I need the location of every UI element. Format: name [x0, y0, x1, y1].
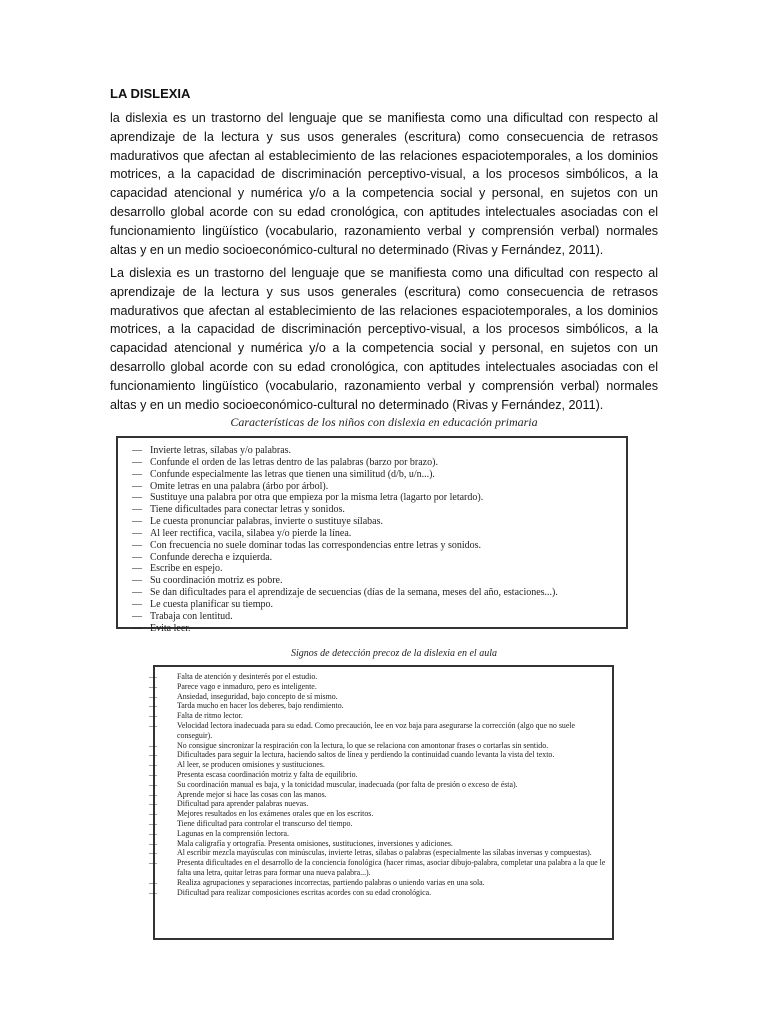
list-item-text: Se dan dificultades para el aprendizaje de secuencias (días de la semana, meses del año, estaciones...). — [150, 587, 558, 599]
paragraph-definition-2: La dislexia es un trastorno del lenguaje que se manifiesta como una dificultad con respecto al aprendizaje de la lectura y sus usos generales (escritura) como consecuencia de retrasos madurativos que afectan al establecimiento de las relaciones espaciotemporales, a los dominios motrices, a la capacidad de discriminación perceptivo-visual, a los procesos simbólicos, a la capacidad atencional y numérica y/o a la competencia social y personal, en sujetos con un desarrollo global acorde con su edad cronológica, con aptitudes intelectuales asociadas con el funcionamiento lingüístico (vocabulario, razonamiento verbal y comprensión verbal) normales altas y en un medio socioeconómico-cultural no determinado (Rivas y Fernández, 2011). — [110, 266, 658, 412]
list-item-text: Al leer, se producen omisiones y sustituciones. — [177, 760, 325, 770]
list-item-text: Le cuesta pronunciar palabras, invierte o sustituye sílabas. — [150, 516, 383, 528]
list-item — [149, 681, 612, 692]
list-item — [132, 469, 626, 481]
dash-bullet: — — [149, 701, 157, 711]
list-item — [149, 789, 612, 800]
dash-bullet: — — [132, 456, 142, 468]
dash-bullet: — — [149, 848, 157, 858]
list-item — [149, 760, 612, 770]
list-item-text: Aprende mejor si hace las cosas con las manos. — [177, 789, 327, 799]
list-item — [132, 552, 626, 564]
list-item — [132, 481, 626, 493]
list-item — [132, 575, 626, 587]
list-item-text: No consigue sincronizar la respiración con la lectura, lo que se relaciona con amontonar frases o cortarlas sin sentido. — [177, 740, 549, 750]
list-item — [149, 848, 612, 858]
list-item — [149, 720, 612, 741]
list-item-text: Dificultad para aprender palabras nuevas. — [177, 799, 309, 809]
list-item-text: Tarda mucho en hacer los deberes, bajo rendimiento. — [177, 701, 344, 711]
dash-bullet: — — [132, 445, 142, 456]
dash-bullet: — — [132, 563, 142, 575]
list-item — [149, 809, 612, 819]
list-item-text: Confunde especialmente las letras que tienen una similitud (d/b, u/n...). — [150, 468, 435, 480]
list-item — [149, 750, 612, 760]
list-item-text: Realiza agrupaciones y separaciones incorrectas, partiendo palabras o uniendo varias en una sola. — [177, 877, 485, 887]
list-item — [132, 611, 626, 623]
list-item — [132, 587, 626, 599]
dash-bullet: — — [132, 551, 142, 563]
dash-bullet: — — [149, 799, 157, 809]
list-item — [132, 445, 626, 457]
list-item-text: Su coordinación manual es baja, y la tonicidad muscular, inadecuada (por falta de presión o exceso de ésta). — [177, 779, 518, 789]
list-item-text: Con frecuencia no suele dominar todas las correspondencias entre letras y sonidos. — [150, 539, 482, 551]
list-item-text: Dificultad para realizar composiciones escritas acordes con su edad cronológica. — [177, 887, 432, 897]
list-item — [132, 457, 626, 469]
list-item — [149, 799, 612, 809]
list-item — [149, 691, 612, 702]
dash-bullet: — — [149, 681, 157, 691]
list-item — [149, 779, 612, 790]
dash-bullet: — — [132, 598, 142, 610]
list-item-text: Confunde el orden de las letras dentro de las palabras (barzo por brazo). — [150, 456, 438, 468]
dash-bullet: — — [149, 672, 157, 681]
dash-bullet: — — [149, 720, 157, 730]
list-item-text: Trabaja con lentitud. — [150, 610, 233, 622]
list-item-text: Velocidad lectora inadecuada para su edad. Como precaución, lee en voz baja para asegurarse la corrección (algo que no suele conseguir). — [177, 720, 576, 740]
list-item — [132, 504, 626, 516]
dash-bullet: — — [149, 818, 157, 828]
list-item-text: Sustituye una palabra por otra que empieza por la misma letra (lagarto por letardo). — [150, 492, 484, 504]
list-item-text: Al leer rectifica, vacila, silabea y/o pierde la línea. — [150, 527, 352, 539]
list-item — [149, 887, 612, 898]
list-item-text: Tiene dificultades para conectar letras y sonidos. — [150, 504, 345, 516]
list-item — [132, 516, 626, 528]
list-item-text: Falta de atención y desinterés por el estudio. — [177, 672, 318, 681]
dash-bullet: — — [149, 779, 157, 789]
list-item — [149, 858, 612, 878]
dash-bullet: — — [149, 828, 157, 838]
list-item-text: Dificultades para seguir la lectura, haciendo saltos de línea y perdiendo la continuidad cuando levanta la vista del texto. — [177, 750, 555, 760]
list-item-text: Falta de ritmo lector. — [177, 711, 243, 721]
list-item — [149, 769, 612, 780]
list-item-text: Lagunas en la comprensión lectora. — [177, 828, 289, 838]
list-item-text: Evita leer. — [150, 622, 191, 634]
list-item-text: Confunde derecha e izquierda. — [150, 551, 273, 563]
list-item — [149, 828, 612, 839]
dash-bullet: — — [132, 610, 142, 622]
dash-bullet: — — [149, 858, 157, 868]
list-item-text: Invierte letras, sílabas y/o palabras. — [150, 445, 292, 456]
early-signs-list — [149, 672, 612, 897]
dash-bullet: — — [149, 809, 157, 819]
list-item — [149, 672, 612, 682]
dash-bullet: — — [132, 575, 142, 587]
table1-caption: Características de los niños con dislexia en educación primaria — [230, 415, 538, 429]
list-item — [149, 740, 612, 751]
list-item — [149, 838, 612, 849]
list-item-text: Mala caligrafía y ortografía. Presenta omisiones, sustituciones, inversiones y adiciones. — [177, 838, 453, 848]
list-item-text: Parece vago e inmaduro, pero es inteligente. — [177, 681, 317, 691]
dash-bullet: — — [149, 769, 157, 779]
dash-bullet: — — [132, 492, 142, 504]
dash-bullet: — — [149, 838, 157, 848]
table2-caption: Signos de detección precoz de la dislexia en el aula — [291, 648, 497, 659]
dash-bullet: — — [132, 622, 142, 634]
list-item-text: Omite letras en una palabra (árbo por árbol). — [150, 480, 329, 492]
list-item — [132, 623, 626, 635]
list-item-text: Tiene dificultad para controlar el transcurso del tiempo. — [177, 818, 353, 828]
dash-bullet: — — [132, 504, 142, 516]
dash-bullet: — — [132, 480, 142, 492]
list-item-text: Ansiedad, inseguridad, bajo concepto de sí mismo. — [177, 691, 338, 701]
list-item — [132, 540, 626, 552]
list-item-text: Mejores resultados en los exámenes orales que en los escritos. — [177, 809, 374, 819]
dash-bullet: — — [132, 539, 142, 551]
list-item-text: Le cuesta planificar su tiempo. — [150, 598, 274, 610]
list-item-text: Su coordinación motriz es pobre. — [150, 575, 283, 587]
characteristics-list — [132, 445, 626, 635]
list-item-text: Presenta dificultades en el desarrollo de la conciencia fonológica (hacer rimas, asociar dibujo-palabra, completar una palabra a la que le falta una letra, quitar letras para formar una nueva palabra...). — [177, 858, 606, 877]
dash-bullet: — — [149, 711, 157, 721]
list-item — [149, 818, 612, 829]
dash-bullet: — — [149, 887, 157, 897]
dash-bullet: — — [149, 750, 157, 760]
early-signs-box — [149, 665, 614, 940]
list-item-text: Al escribir mezcla mayúsculas con minúsculas, invierte letras, sílabas o palabras (especialmente las sílabas inversas y compuestas). — [177, 848, 592, 858]
paragraph-definition-1: la dislexia es un trastorno del lenguaje que se manifiesta como una dificultad con respecto al aprendizaje de la lectura y sus usos generales (escritura) como consecuencia de retrasos madurativos que afectan al establecimiento de las relaciones espaciotemporales, a los dominios motrices, a la capacidad de discriminación perceptivo-visual, a los procesos simbólicos, a la capacidad atencional y numérica y/o a la competencia social y personal, en sujetos con un desarrollo global acorde con su edad cronológica, con aptitudes intelectuales asociadas con el funcionamiento lingüístico (vocabulario, razonamiento verbal y comprensión verbal) normales altas y en un medio socioeconómico-cultural no determinado (Rivas y Fernández, 2011). — [110, 111, 658, 257]
characteristics-box — [116, 436, 628, 634]
list-item — [149, 877, 612, 888]
list-item — [149, 711, 612, 721]
dash-bullet: — — [132, 587, 142, 599]
page-title: LA DISLEXIA — [110, 86, 191, 101]
dash-bullet: — — [132, 516, 142, 528]
dash-bullet: — — [149, 789, 157, 799]
dash-bullet: — — [132, 527, 142, 539]
list-item — [132, 528, 626, 540]
dash-bullet: — — [149, 691, 157, 701]
list-item — [149, 701, 612, 711]
list-item — [132, 563, 626, 575]
list-item-text: Escribe en espejo. — [150, 563, 223, 575]
dash-bullet: — — [132, 468, 142, 480]
list-item-text: Presenta escasa coordinación motriz y falta de equilibrio. — [177, 769, 358, 779]
list-item — [132, 492, 626, 504]
dash-bullet: — — [149, 760, 157, 770]
dash-bullet: — — [149, 877, 157, 887]
dash-bullet: — — [149, 740, 157, 750]
list-item — [132, 599, 626, 611]
